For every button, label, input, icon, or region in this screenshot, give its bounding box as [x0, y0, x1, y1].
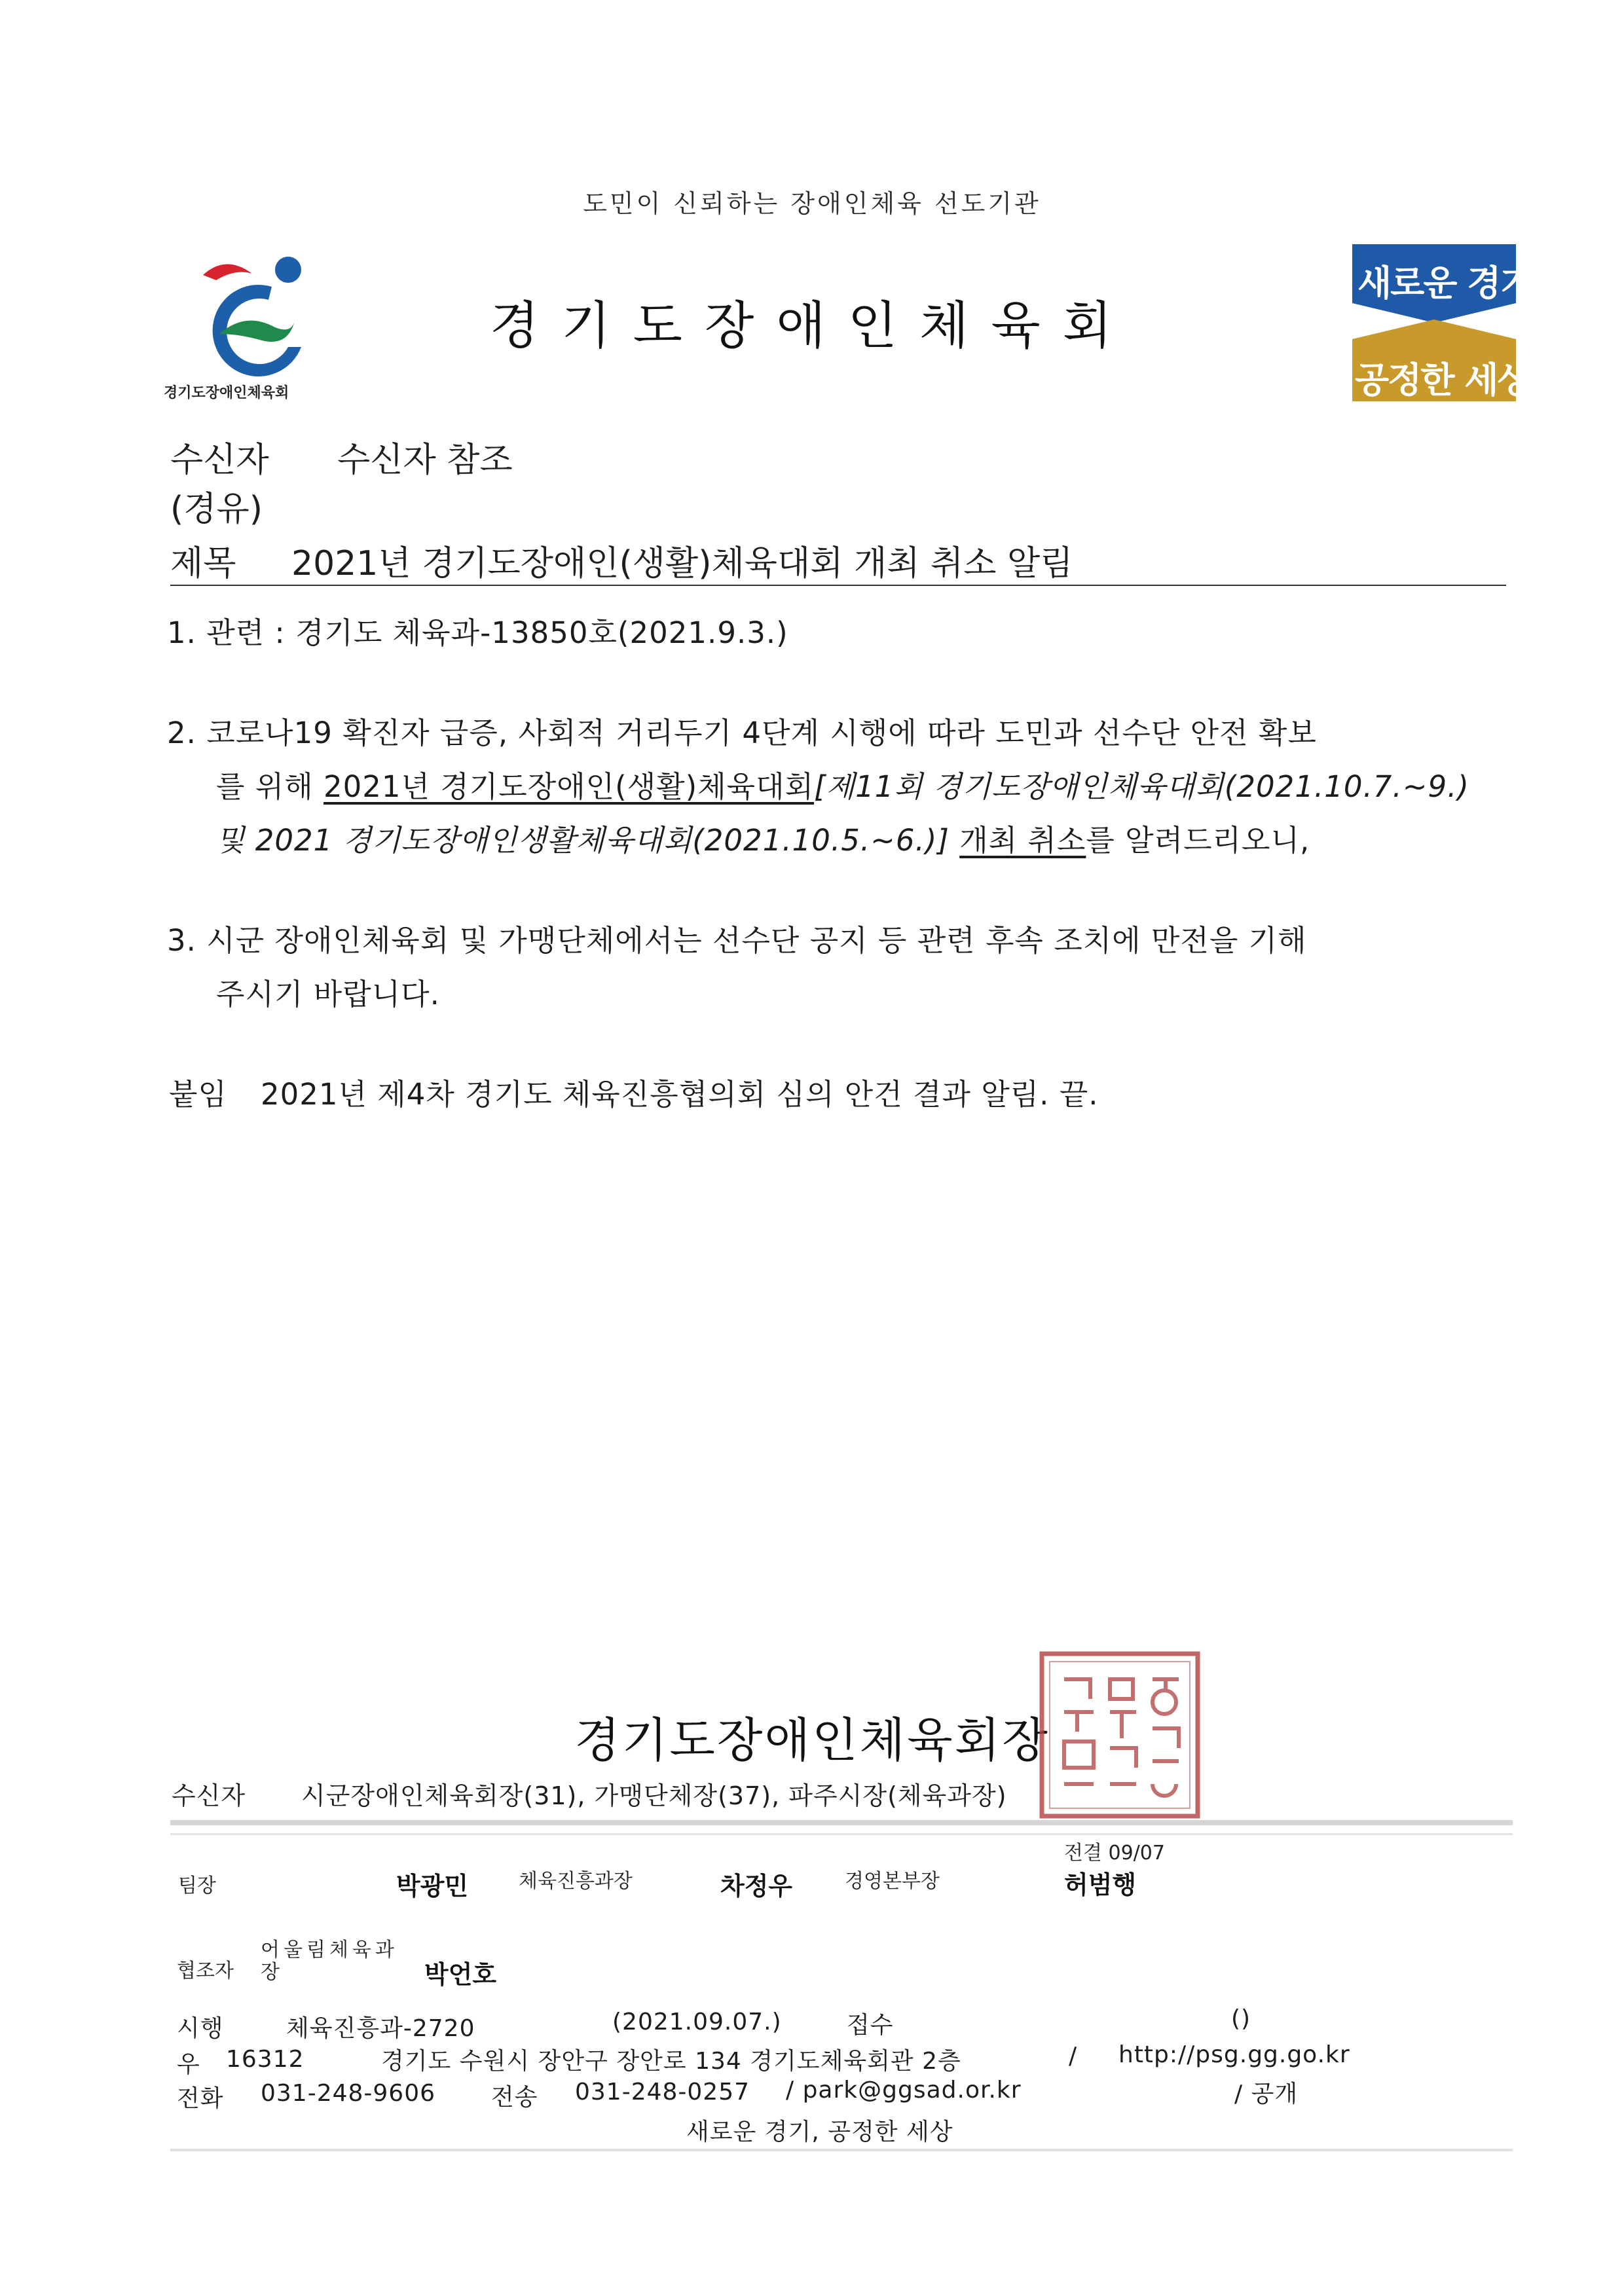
section-chief-name: 차정우 [720, 1872, 793, 1901]
paragraph-2-text: 를 위해 [216, 769, 324, 804]
cooperator-role: 어울림체육과장 [261, 1939, 398, 1984]
event-detail-italic: [제11회 경기도장애인체육대회(2021.10.7.~9.) [814, 769, 1469, 804]
fax-number: 031-248-0257 [575, 2079, 750, 2105]
recipients-value: 시군장애인체육회장(31), 가맹단체장(37), 파주시장(체육과장) [301, 1781, 1007, 1810]
final-approval-stamp: 전결 09/07 [1064, 1842, 1165, 1865]
motto-text: 도민이 신뢰하는 장애인체육 선도기관 [583, 189, 1041, 218]
receipt-label: 접수 [847, 2012, 894, 2039]
paragraph-2-line-2 [216, 763, 1469, 805]
phone-number: 031-248-9606 [261, 2080, 436, 2107]
official-seal-icon [1038, 1650, 1202, 1820]
division-head-label: 경영본부장 [845, 1870, 940, 1893]
fax-label: 전송 [491, 2084, 538, 2111]
via-label: (경유) [170, 490, 263, 529]
address: 경기도 수원시 장안구 장안로 134 경기도체육회관 2층 [381, 2048, 961, 2075]
subject-divider [170, 585, 1506, 586]
paragraph-2-end: 를 알려드리오니, [1086, 823, 1310, 858]
separator: / [1069, 2043, 1078, 2069]
event-name-underlined: 2021년 경기도장애인(생활)체육대회 [323, 769, 815, 804]
section-divider [170, 1820, 1513, 1825]
paragraph-1: 1. 관련 : 경기도 체육과-13850호(2021.9.3.) [167, 615, 788, 650]
phone-label: 전화 [177, 2085, 224, 2112]
slogan-badge [1346, 241, 1533, 405]
org-title: 경기도장애인체육회 [489, 297, 1135, 355]
disclosure-status: / 공개 [1234, 2081, 1299, 2107]
recipient-label: 수신자 [170, 441, 269, 480]
website-link[interactable]: http://psg.gg.go.kr [1118, 2041, 1350, 2068]
enforce-number: 체육진흥과-2720 [286, 2015, 475, 2042]
cooperator-name: 박언호 [424, 1960, 497, 1989]
enforce-date: (2021.09.07.) [612, 2009, 782, 2035]
receipt-value: () [1231, 2005, 1251, 2032]
recipients-label: 수신자 [172, 1781, 246, 1810]
slogan-bottom-text: 공정한 세상 [1355, 359, 1530, 401]
paragraph-2-line-3 [216, 816, 1310, 859]
recipient-value: 수신자 참조 [337, 441, 513, 480]
footer-slogan: 새로운 경기, 공정한 세상 [686, 2119, 953, 2145]
signature-title: 경기도장애인체육회장 [574, 1713, 1050, 1768]
subject-label: 제목 [170, 544, 236, 583]
section-chief-label: 체육진흥과장 [519, 1870, 633, 1893]
event-detail-italic-2: 및 2021 경기도장애인생활체육대회(2021.10.5.~6.)] [216, 823, 950, 858]
paragraph-2-line-1: 2. 코로나19 확진자 급증, 사회적 거리두기 4단계 시행에 따라 도민과 선수단 안전 확보 [167, 716, 1317, 750]
team-lead-name: 박광민 [396, 1872, 469, 1901]
postal-label: 우 [177, 2051, 200, 2078]
cancel-underlined: 개최 취소 [959, 823, 1086, 858]
section-divider-thin [170, 1833, 1513, 1835]
subject-value: 2021년 경기도장애인(생활)체육대회 개최 취소 알림 [291, 544, 1073, 583]
division-head-name: 허범행 [1064, 1870, 1137, 1899]
bottom-divider [170, 2149, 1513, 2151]
team-lead-label: 팀장 [178, 1874, 216, 1897]
postal-code: 16312 [226, 2046, 304, 2073]
slogan-top-text: 새로운 경기 [1357, 263, 1533, 304]
email-link[interactable]: / park@ggsad.or.kr [786, 2077, 1022, 2104]
enforce-label: 시행 [177, 2015, 224, 2042]
paragraph-3-line-1: 3. 시군 장애인체육회 및 가맹단체에서는 선수단 공지 등 관련 후속 조치에 만전을 기해 [167, 923, 1307, 958]
attachment-label: 붙임 [169, 1077, 227, 1112]
attachment-value: 2021년 제4차 경기도 체육진흥협의회 심의 안건 결과 알림. 끝. [261, 1077, 1099, 1112]
logo-caption: 경기도장애인체육회 [164, 385, 289, 401]
cooperator-label: 협조자 [177, 1959, 234, 1982]
paragraph-3-line-2: 주시기 바랍니다. [216, 977, 440, 1011]
